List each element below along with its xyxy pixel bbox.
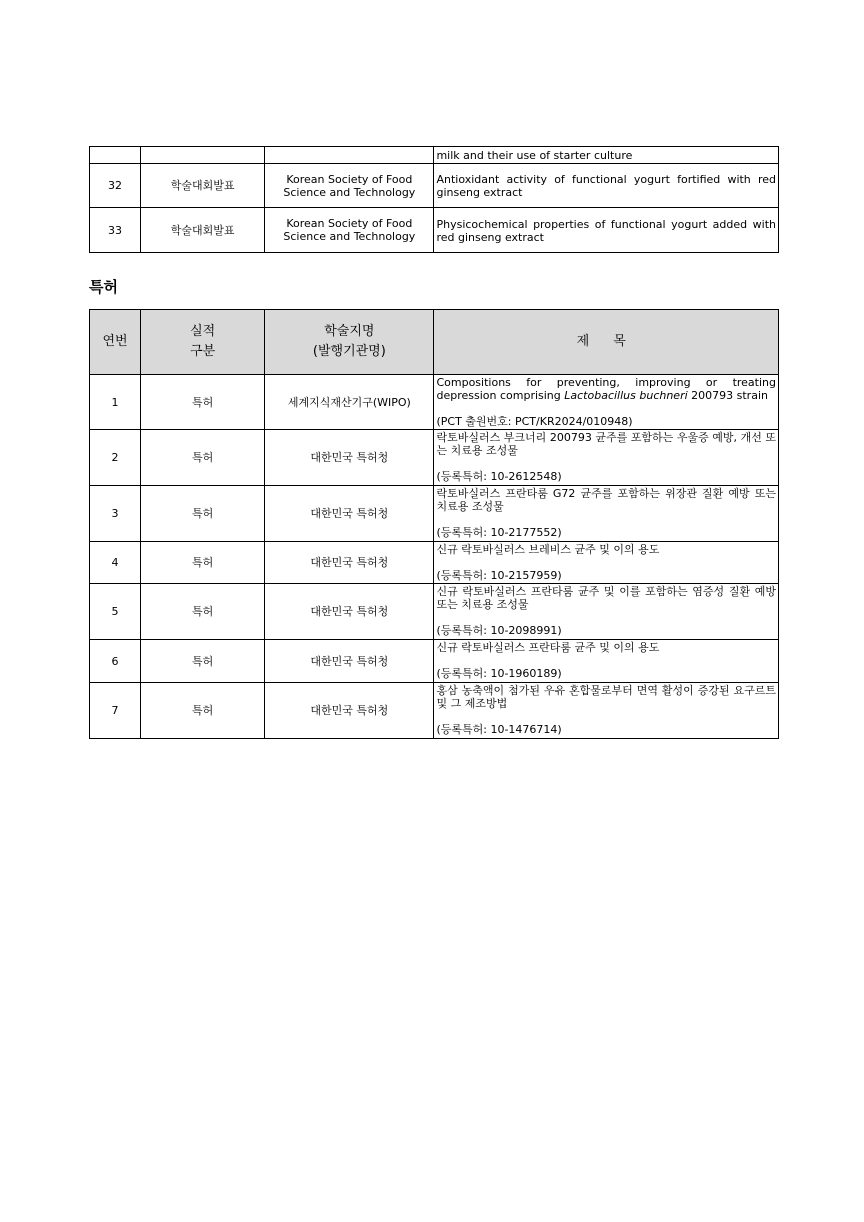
row-org: 대한민국 특허청 xyxy=(265,542,434,584)
row-type: 특허 xyxy=(141,683,265,739)
header-journal xyxy=(265,310,434,375)
header-number: 연번 xyxy=(90,310,141,375)
section-heading-patent: 특허 xyxy=(89,278,118,296)
registration-number: (등록특허: 10-2098991) xyxy=(436,624,562,637)
row-title: Physicochemical properties of functional yogurt added with red ginseng extract xyxy=(434,208,779,253)
row-type: 학술대회발표 xyxy=(141,164,265,208)
header-type-line2: 구분 xyxy=(190,344,216,359)
row-number: 6 xyxy=(90,640,141,683)
row-type: 특허 xyxy=(141,640,265,683)
title-text: 락토바실러스 프란타룸 G72 균주를 포함하는 위장관 질환 예방 또는 치료용 조성물 xyxy=(436,487,776,513)
row-org: 대한민국 특허청 xyxy=(265,584,434,640)
header-type-line1: 실적 xyxy=(190,324,216,339)
row-number: 5 xyxy=(90,584,141,640)
row-number: 3 xyxy=(90,486,141,542)
row-title: milk and their use of starter culture xyxy=(434,147,779,164)
title-text-end: 200793 strain xyxy=(687,389,768,402)
table-row xyxy=(90,147,779,164)
title-text: 신규 락토바실러스 프란타룸 균주 및 이를 포함하는 염증성 질환 예방 또는 치료용 조성물 xyxy=(436,585,776,611)
row-type: 특허 xyxy=(141,486,265,542)
row-number: 2 xyxy=(90,430,141,486)
registration-number: (등록특허: 10-2157959) xyxy=(436,569,562,582)
row-title xyxy=(434,486,779,542)
table-row xyxy=(90,430,779,486)
row-title xyxy=(434,584,779,640)
row-type: 학술대회발표 xyxy=(141,208,265,253)
registration-number: (등록특허: 10-2177552) xyxy=(436,526,562,539)
row-org: 대한민국 특허청 xyxy=(265,486,434,542)
row-type: 특허 xyxy=(141,375,265,430)
header-journal-line1: 학술지명 xyxy=(324,324,375,339)
registration-number: (PCT 출원번호: PCT/KR2024/010948) xyxy=(436,415,633,428)
table-row xyxy=(90,683,779,739)
header-journal-line2: (발행기관명) xyxy=(312,344,386,359)
row-type: 특허 xyxy=(141,430,265,486)
title-species: Lactobacillus buchneri xyxy=(564,389,688,402)
row-title xyxy=(434,640,779,683)
table-row xyxy=(90,208,779,253)
patent-table xyxy=(89,309,779,739)
row-title xyxy=(434,683,779,739)
title-text: Compositions for preventing, improving or treating depression comprising xyxy=(436,376,776,402)
header-title: 제 목 xyxy=(434,310,779,375)
row-number: 32 xyxy=(90,164,141,208)
table-row xyxy=(90,375,779,430)
presentation-table xyxy=(89,146,779,253)
title-text: 홍삼 농축액이 첨가된 우유 혼합물로부터 면역 활성이 증강된 요구르트 및 그 제조방법 xyxy=(436,684,776,710)
registration-number: (등록특허: 10-1476714) xyxy=(436,723,562,736)
table-header-row xyxy=(90,310,779,375)
row-number: 33 xyxy=(90,208,141,253)
row-journal: Korean Society of Food Science and Technology xyxy=(265,164,434,208)
row-org: 대한민국 특허청 xyxy=(265,640,434,683)
row-title xyxy=(434,542,779,584)
row-type: 특허 xyxy=(141,542,265,584)
table-row xyxy=(90,542,779,584)
row-type: 특허 xyxy=(141,584,265,640)
row-title xyxy=(434,375,779,430)
title-text: 신규 락토바실러스 프란타룸 균주 및 이의 용도 xyxy=(436,641,660,654)
row-org: 대한민국 특허청 xyxy=(265,683,434,739)
registration-number: (등록특허: 10-2612548) xyxy=(436,470,562,483)
row-number: 1 xyxy=(90,375,141,430)
table-row xyxy=(90,164,779,208)
row-number xyxy=(90,147,141,164)
row-title: Antioxidant activity of functional yogurt fortified with red ginseng extract xyxy=(434,164,779,208)
row-number: 7 xyxy=(90,683,141,739)
row-journal xyxy=(265,147,434,164)
table-row xyxy=(90,584,779,640)
row-org: 세계지식재산기구(WIPO) xyxy=(265,375,434,430)
row-title xyxy=(434,430,779,486)
row-type xyxy=(141,147,265,164)
table-row xyxy=(90,640,779,683)
title-text: 신규 락토바실러스 브레비스 균주 및 이의 용도 xyxy=(436,543,660,556)
title-text: 락토바실러스 부크너리 200793 균주를 포함하는 우울증 예방, 개선 또는 치료용 조성물 xyxy=(436,431,776,457)
row-org: 대한민국 특허청 xyxy=(265,430,434,486)
table-row xyxy=(90,486,779,542)
row-journal: Korean Society of Food Science and Technology xyxy=(265,208,434,253)
registration-number: (등록특허: 10-1960189) xyxy=(436,667,562,680)
row-number: 4 xyxy=(90,542,141,584)
header-type xyxy=(141,310,265,375)
